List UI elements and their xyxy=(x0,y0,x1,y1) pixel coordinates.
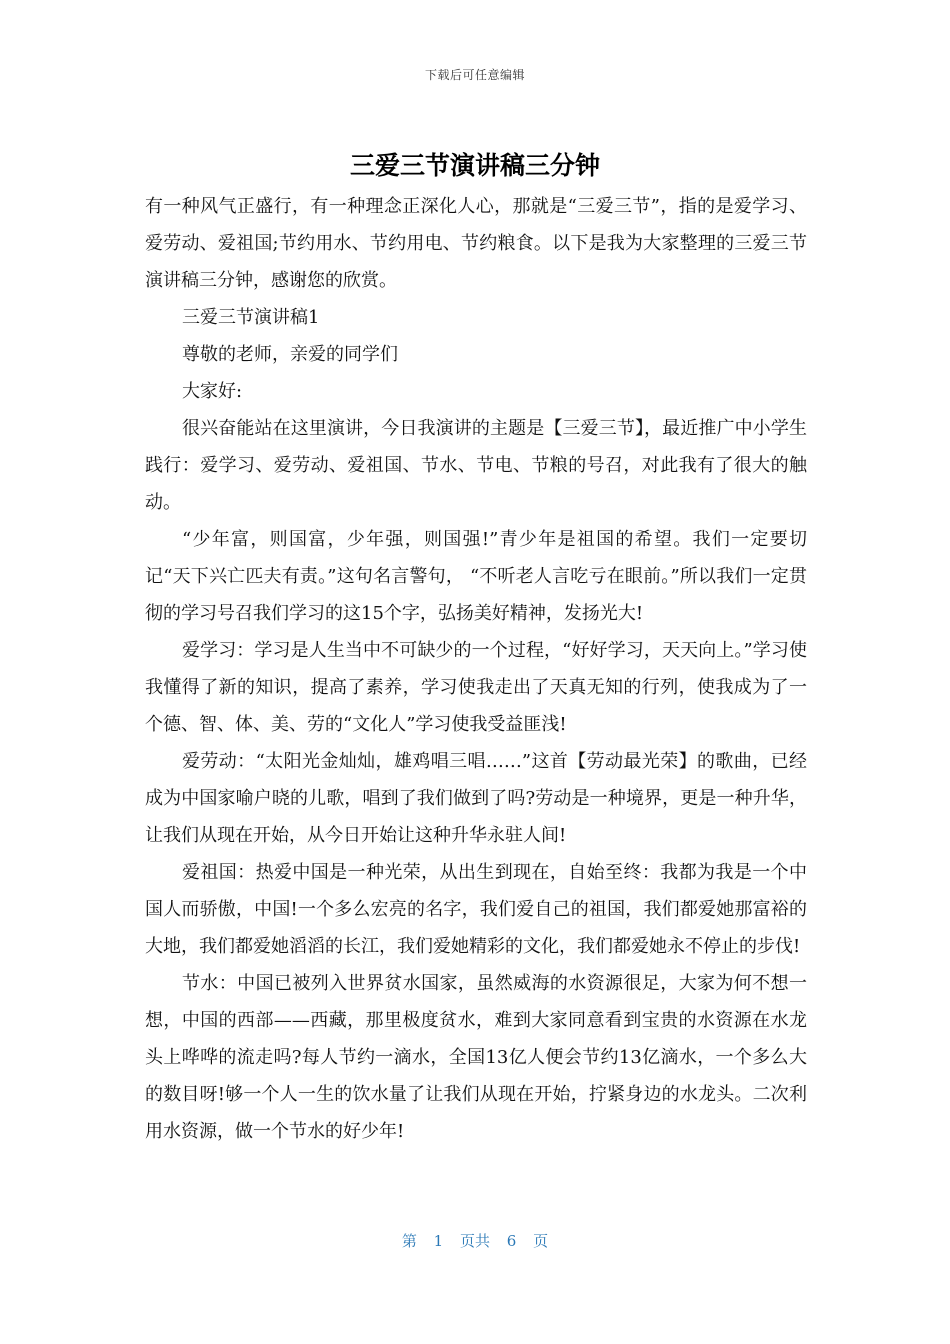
paragraph-youth: “少年富，则国富，少年强，则国强!”青少年是祖国的希望。我们一定要切记“天下兴亡匹夫有责。”这句名言警句， “不听老人言吃亏在眼前。”所以我们一定贯彻的学习号召我们学习的这15个字，弘扬美好精神，发扬光大! xyxy=(145,529,807,624)
paragraph-intro: 有一种风气正盛行，有一种理念正深化人心，那就是“三爱三节”，指的是爱学习、爱劳动、爱祖国;节约用水、节约用电、节约粮食。以下是我为大家整理的三爱三节演讲稿三分钟，感谢您的欣赏。 xyxy=(145,196,807,291)
page-footer-pagination: 第 1 页共 6 页 xyxy=(401,1232,549,1250)
paragraph-save-water: 节水：中国已被列入世界贫水国家，虽然威海的水资源很足，大家为何不想一想，中国的西部——西藏，那里极度贫水，难到大家同意看到宝贵的水资源在水龙头上哗哗的流走吗?每人节约一滴水，全国13亿人便会节约13亿滴水，一个多么大的数目呀!够一个人一生的饮水量了让我们从现在开始，拧紧身边的水龙头。二次利用水资源，做一个节水的好少年! xyxy=(145,973,807,1142)
paragraph-love-labor: 爱劳动：“太阳光金灿灿，雄鸡唱三唱……”这首【劳动最光荣】的歌曲，已经成为中国家喻户晓的儿歌，唱到了我们做到了吗?劳动是一种境界，更是一种升华，让我们从现在开始，从今日开始让这种升华永驻人间! xyxy=(145,751,807,846)
paragraph-salutation: 尊敬的老师，亲爱的同学们 xyxy=(182,344,398,365)
paragraph-love-country: 爱祖国：热爱中国是一种光荣，从出生到现在，自始至终：我都为我是一个中国人而骄傲，中国!一个多么宏亮的名字，我们爱自己的祖国，我们都爱她那富裕的大地，我们都爱她滔滔的长江，我们爱她精彩的文化，我们都爱她永不停止的步伐! xyxy=(145,862,807,957)
document-body xyxy=(145,188,807,1150)
paragraph-greeting: 大家好: xyxy=(182,381,243,402)
page-header-note: 下载后可任意编辑 xyxy=(424,68,525,82)
document-title: 三爱三节演讲稿三分钟 xyxy=(349,151,600,180)
paragraph-opening: 很兴奋能站在这里演讲，今日我演讲的主题是【三爱三节】，最近推广中小学生践行：爱学习、爱劳动、爱祖国、节水、节电、节粮的号召，对此我有了很大的触动。 xyxy=(145,418,807,513)
paragraph-section-heading: 三爱三节演讲稿1 xyxy=(182,307,320,328)
paragraph-love-learning: 爱学习：学习是人生当中不可缺少的一个过程，“好好学习，天天向上。”学习使我懂得了新的知识，提高了素养，学习使我走出了天真无知的行列，使我成为了一个德、智、体、美、劳的“文化人”学习使我受益匪浅! xyxy=(145,640,807,735)
